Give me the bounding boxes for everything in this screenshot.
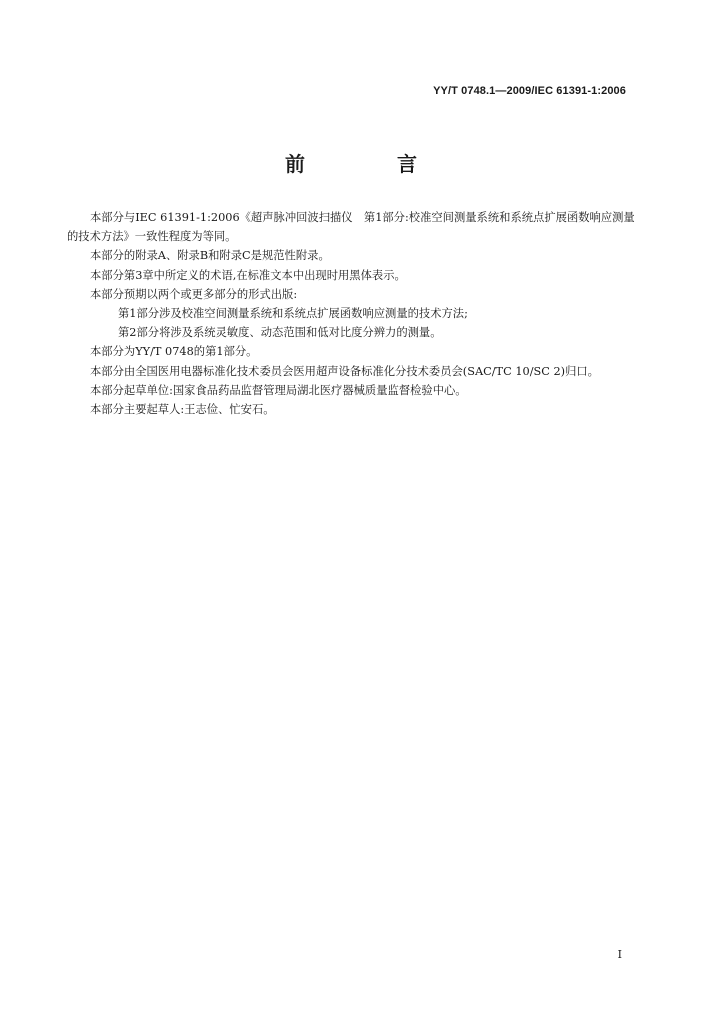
paragraph-drafting-unit: 本部分起草单位:国家食品药品监督管理局湖北医疗器械质量监督检验中心。 <box>90 383 467 397</box>
paragraph-committee: 本部分由全国医用电器标准化技术委员会医用超声设备标准化分技术委员会(SAC/TC 10/SC 2)归口。 <box>90 364 599 378</box>
paragraph-parts-intro: 本部分预期以两个或更多部分的形式出版: <box>90 287 298 301</box>
page-number: I <box>617 948 622 961</box>
standard-code: YY/T 0748.1—2009/IEC 61391-1:2006 <box>433 85 626 97</box>
paragraph-part-number: 本部分为YY/T 0748的第1部分。 <box>90 345 258 359</box>
paragraph-equivalence: 本部分与IEC 61391-1:2006《超声脉冲回波扫描仪 第1部分:校准空间测量系统和系统点扩展函数响应测量的技术方法》一致性程度为等同。 <box>67 211 635 244</box>
paragraph-part-1: 第1部分涉及校准空间测量系统和系统点扩展函数响应测量的技术方法; <box>118 307 468 321</box>
paragraph-annexes: 本部分的附录A、附录B和附录C是规范性附录。 <box>90 249 330 263</box>
paragraph-terms: 本部分第3章中所定义的术语,在标准文本中出现时用黑体表示。 <box>90 268 406 282</box>
paragraph-part-2: 第2部分将涉及系统灵敏度、动态范围和低对比度分辨力的测量。 <box>118 326 442 340</box>
page-title: 前 言 <box>285 152 453 176</box>
foreword-body <box>67 208 637 419</box>
paragraph-drafters: 本部分主要起草人:王志俭、忙安石。 <box>90 403 275 417</box>
